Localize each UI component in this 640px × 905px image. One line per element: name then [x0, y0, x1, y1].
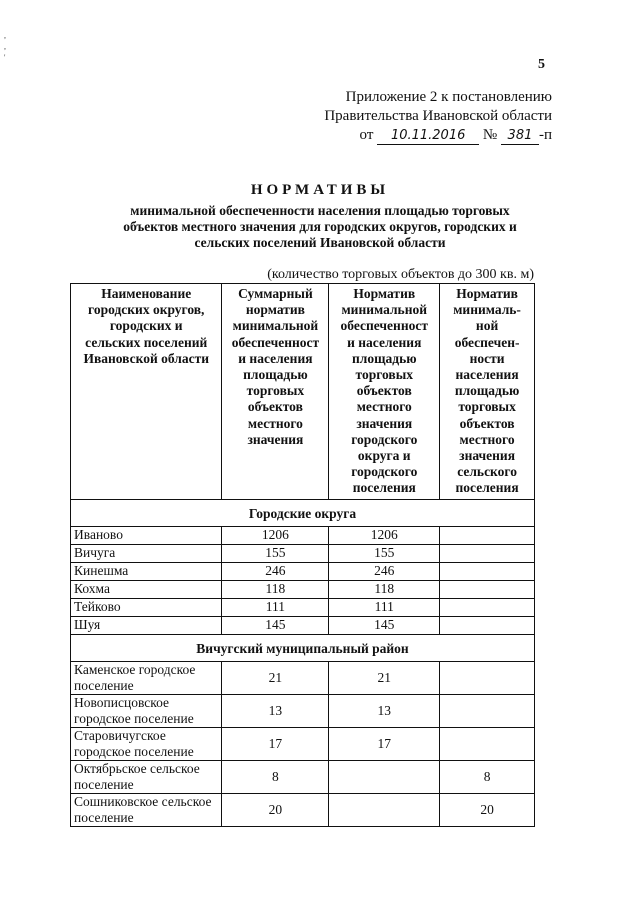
table-row — [71, 760, 535, 793]
cell-total: 13 — [222, 694, 329, 727]
cell-name: Октябрьское сельское поселение — [71, 760, 222, 793]
cell-rural — [440, 562, 535, 580]
cell-name: Кинешма — [71, 562, 222, 580]
header-rural: Норматив минималь- ной обеспечен- ности населения площадью торговых объектов местного значения сельского поселения — [440, 284, 535, 500]
table-row — [71, 793, 535, 826]
subtitle-line-1: минимальной обеспеченности населения площадью торговых — [130, 203, 510, 218]
cell-name: Тейково — [71, 598, 222, 616]
cell-rural: 8 — [440, 760, 535, 793]
cell-total: 8 — [222, 760, 329, 793]
cell-total: 155 — [222, 544, 329, 562]
section-title: Вичугский муниципальный район — [71, 634, 535, 661]
table-row — [71, 616, 535, 634]
page-number: 5 — [538, 57, 545, 72]
appendix-line-1: Приложение 2 к постановлению — [345, 89, 552, 105]
cell-urban: 118 — [329, 580, 440, 598]
document-title: НОРМАТИВЫ — [250, 182, 390, 198]
cell-name: Сошниковское сельское поселение — [71, 793, 222, 826]
subtitle-line-2: объектов местного значения для городских округов, городских и — [123, 219, 517, 234]
cell-name: Каменское городское поселение — [71, 661, 222, 694]
subtitle-line-3: сельских поселений Ивановской области — [194, 235, 446, 250]
appendix-date-line — [300, 126, 552, 145]
cell-rural — [440, 661, 535, 694]
cell-urban: 111 — [329, 598, 440, 616]
cell-total: 145 — [222, 616, 329, 634]
cell-rural — [440, 544, 535, 562]
cell-urban: 21 — [329, 661, 440, 694]
cell-name: Шуя — [71, 616, 222, 634]
section-header-row — [71, 634, 535, 661]
margin-marks: , , ' — [4, 31, 6, 62]
handwritten-date: 10.11.2016 — [377, 128, 479, 145]
cell-rural — [440, 694, 535, 727]
cell-total: 17 — [222, 727, 329, 760]
document-subtitle — [70, 203, 570, 251]
number-suffix: -п — [538, 127, 552, 143]
table-header-row — [71, 284, 535, 500]
cell-urban: 145 — [329, 616, 440, 634]
number-label: № — [482, 127, 498, 143]
cell-rural — [440, 598, 535, 616]
cell-rural — [440, 526, 535, 544]
cell-name: Кохма — [71, 580, 222, 598]
cell-total: 1206 — [222, 526, 329, 544]
cell-urban: 155 — [329, 544, 440, 562]
cell-total: 111 — [222, 598, 329, 616]
cell-urban: 17 — [329, 727, 440, 760]
section-title: Городские округа — [71, 499, 535, 526]
header-total: Суммарный норматив минимальной обеспеченност и населения площадью торговых объектов местного значения — [222, 284, 329, 500]
cell-total: 246 — [222, 562, 329, 580]
appendix-line-2: Правительства Ивановской области — [324, 108, 552, 124]
section-header-row — [71, 499, 535, 526]
cell-name: Старовичугское городское поселение — [71, 727, 222, 760]
cell-rural — [440, 727, 535, 760]
header-name: Наименование городских округов, городских и сельских поселений Ивановской области — [71, 284, 222, 500]
cell-name: Вичуга — [71, 544, 222, 562]
cell-name: Иваново — [71, 526, 222, 544]
cell-total: 21 — [222, 661, 329, 694]
table-row — [71, 598, 535, 616]
table-row — [71, 544, 535, 562]
norms-table — [70, 283, 535, 827]
cell-rural — [440, 580, 535, 598]
cell-urban — [329, 793, 440, 826]
unit-note: (количество торговых объектов до 300 кв. м) — [267, 267, 534, 282]
table-row — [71, 694, 535, 727]
cell-urban: 1206 — [329, 526, 440, 544]
cell-total: 118 — [222, 580, 329, 598]
table-row — [71, 727, 535, 760]
cell-urban: 13 — [329, 694, 440, 727]
header-urban: Норматив минимальной обеспеченност и населения площадью торговых объектов местного значения городского округа и городского поселения — [329, 284, 440, 500]
table-row — [71, 661, 535, 694]
appendix-block — [300, 88, 552, 145]
cell-name: Новописцовское городское поселение — [71, 694, 222, 727]
table-row — [71, 562, 535, 580]
table-row — [71, 526, 535, 544]
handwritten-number: 381 — [501, 128, 539, 145]
cell-urban — [329, 760, 440, 793]
cell-total: 20 — [222, 793, 329, 826]
cell-rural — [440, 616, 535, 634]
cell-urban: 246 — [329, 562, 440, 580]
table-row — [71, 580, 535, 598]
from-label: от — [359, 127, 374, 143]
cell-rural: 20 — [440, 793, 535, 826]
